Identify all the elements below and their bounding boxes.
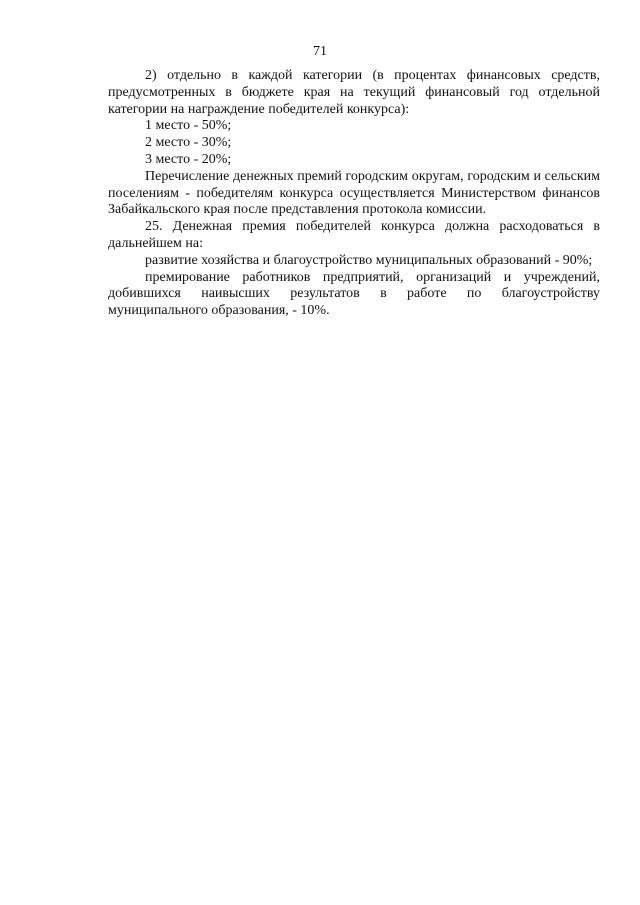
paragraph-development-share: развитие хозяйства и благоустройство муниципальных образований - 90%; <box>145 252 593 268</box>
paragraph-distribution-rule: 2) отдельно в каждой категории (в процентах финансовых средств, предусмотренных в бюджете края на текущий финансовый год отдельной категории на награждение победителей конкурса): <box>108 68 600 117</box>
list-item-third-place: 3 место - 20%; <box>145 151 232 167</box>
page-number: 71 <box>313 44 327 59</box>
document-body <box>108 68 600 320</box>
paragraph-transfer-of-prizes: Перечисление денежных премий городским округам, городским и сельским поселениям - победителям конкурса осуществляется Министерством финансов Забайкальского края после представления протокола комиссии. <box>108 168 600 218</box>
paragraph-clause-25: 25. Денежная премия победителей конкурса должна расходоваться в дальнейшем на: <box>108 219 600 251</box>
paragraph-bonus-share: премирование работников предприятий, организаций и учреждений, добившихся наивысших результатов в работе по благоустройству муниципального образования, - 10%. <box>108 269 600 319</box>
list-item-second-place: 2 место - 30%; <box>145 135 232 151</box>
list-item-first-place: 1 место - 50%; <box>145 118 232 134</box>
